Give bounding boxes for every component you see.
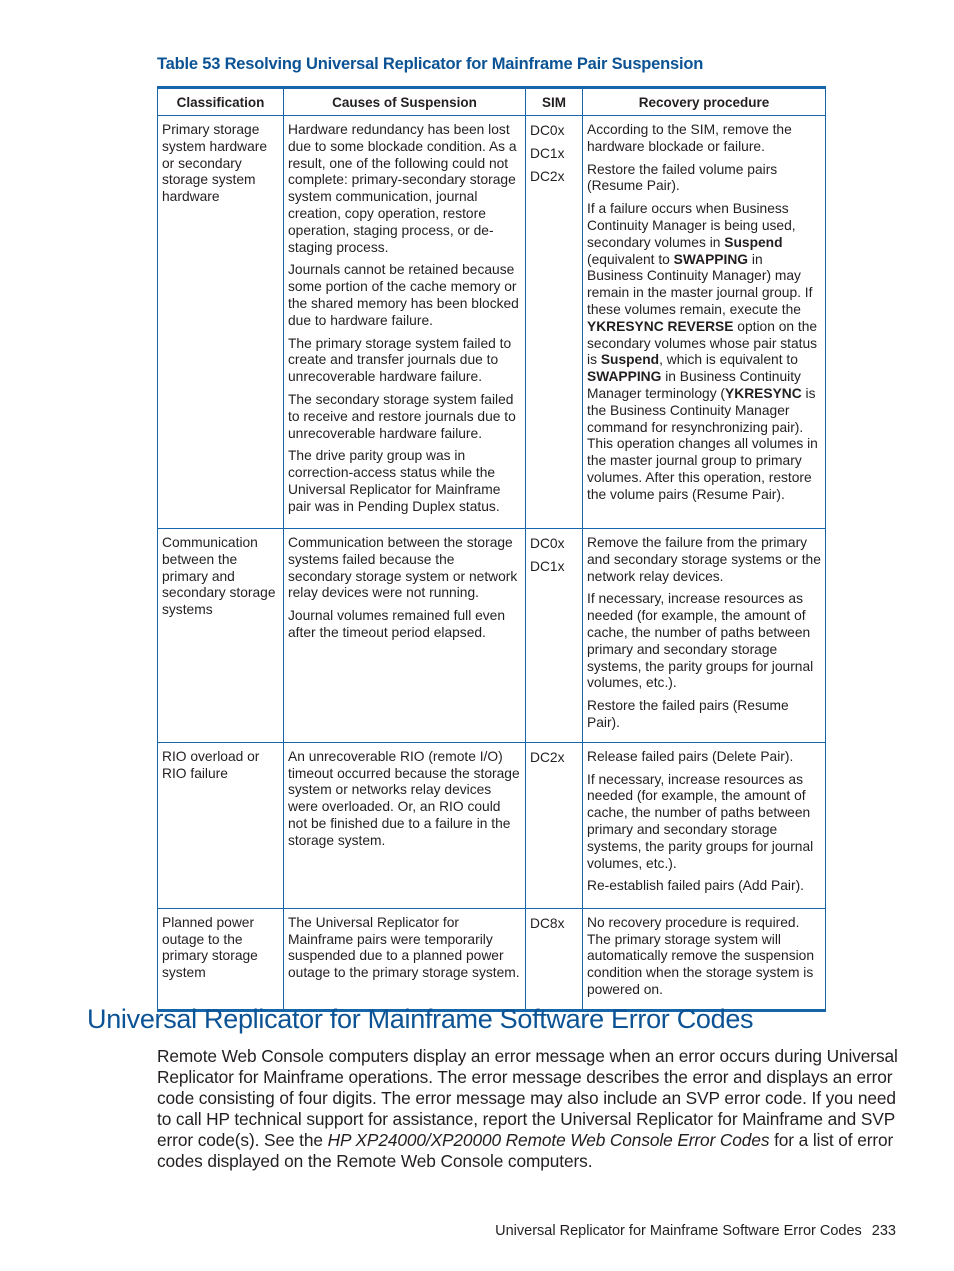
footer-title: Universal Replicator for Mainframe Software Error Codes [495,1223,862,1239]
header-classification: Classification [158,88,284,116]
cell-recovery: Release failed pairs (Delete Pair). If necessary, increase resources as needed (for example, the amount of cache, the number of paths between primary and secondary storage systems, the parity groups for journal volumes, etc.). Re-establish failed pairs (Add Pair). [583,742,826,908]
cell-sim: DC2x [526,742,583,908]
cell-sim: DC0x DC1x [526,529,583,743]
cell-classification: Planned power outage to the primary storage system [158,908,284,1010]
recovery-bcm-note: If a failure occurs when Business Continuity Manager is being used, secondary volumes in Suspend (equivalent to SWAPPING in Business Continuity Manager) may remain in the master journal group. If these volumes remain, execute the YKRESYNC REVERSE option on the secondary volumes whose pair status is Suspend, which is equivalent to SWAPPING in Business Continuity Manager terminology (YKRESYNC is the Business Continuity Manager command for resynchronizing pair). This operation changes all volumes in the master journal group to primary volumes. After this operation, restore the volume pairs (Resume Pair). [587,201,818,502]
section-heading: Universal Replicator for Mainframe Software Error Codes [87,1004,754,1034]
table-row [158,116,826,529]
table-row [158,529,826,743]
cell-classification: Communication between the primary and secondary storage systems [158,529,284,743]
page-footer [495,1223,896,1239]
table-row [158,908,826,1010]
cell-causes: An unrecoverable RIO (remote I/O) timeout occurred because the storage system or networks relay devices were overloaded. Or, an RIO could not be finished due to a failure in the storage system. [284,742,526,908]
suspension-table [157,86,826,1012]
page-number: 233 [871,1223,896,1239]
cell-classification: Primary storage system hardware or secondary storage system hardware [158,116,284,529]
table-row [158,742,826,908]
header-sim: SIM [526,88,583,116]
cell-recovery: No recovery procedure is required. The primary storage system will automatically remove the suspension condition when the storage system is powered on. [583,908,826,1010]
header-recovery: Recovery procedure [583,88,826,116]
header-causes: Causes of Suspension [284,88,526,116]
cell-sim: DC0x DC1x DC2x [526,116,583,529]
cell-classification: RIO overload or RIO failure [158,742,284,908]
cell-causes: The Universal Replicator for Mainframe pairs were temporarily suspended due to a planned power outage to the primary storage system. [284,908,526,1010]
table-header-row [158,88,826,116]
cell-causes: Hardware redundancy has been lost due to some blockade condition. As a result, one of the following could not complete: primary-secondary storage system communication, journal creation, copy operation, restore operation, staging process, or de-staging process. Journals cannot be retained because some portion of the cache memory or the shared memory has been blocked due to hardware failure. The primary storage system failed to create and transfer journals due to unrecoverable hardware failure. The secondary storage system failed to receive and restore journals due to unrecoverable hardware failure. The drive parity group was in correction-access status while the Universal Replicator for Mainframe pair was in Pending Duplex status. [284,116,526,529]
cell-recovery: According to the SIM, remove the hardware blockade or failure. Restore the failed volume pairs (Resume Pair). If a failure occurs when Business Continuity Manager is being used, secondary volumes in Suspend (equivalent to SWAPPING in Business Continuity Manager) may remain in the master journal group. If these volumes remain, execute the YKRESYNC REVERSE option on the secondary volumes whose pair status is Suspend, which is equivalent to SWAPPING in Business Continuity Manager terminology (YKRESYNC is the Business Continuity Manager command for resynchronizing pair). This operation changes all volumes in the master journal group to primary volumes. After this operation, restore the volume pairs (Resume Pair). [583,116,826,529]
cell-recovery: Remove the failure from the primary and secondary storage systems or the network relay devices. If necessary, increase resources as needed (for example, the amount of cache, the number of paths between primary and secondary storage systems, the parity groups for journal volumes, etc.). Restore the failed pairs (Resume Pair). [583,529,826,743]
table-caption: Table 53 Resolving Universal Replicator for Mainframe Pair Suspension [157,55,704,73]
cell-sim: DC8x [526,908,583,1010]
section-body: Remote Web Console computers display an error message when an error occurs during Universal Replicator for Mainframe operations. The error message describes the error and displays an error code consisting of four digits. The error message may also include an SVP error code. If you need to call HP technical support for assistance, report the Universal Replicator for Mainframe and SVP error code(s). See the HP XP24000/XP20000 Remote Web Console Error Codes for a list of error codes displayed on the Remote Web Console computers. [157,1046,898,1171]
cell-causes: Communication between the storage systems failed because the secondary storage system or network relay devices were not running. Journal volumes remained full even after the timeout period elapsed. [284,529,526,743]
doc-reference: HP XP24000/XP20000 Remote Web Console Error Codes [327,1130,770,1150]
